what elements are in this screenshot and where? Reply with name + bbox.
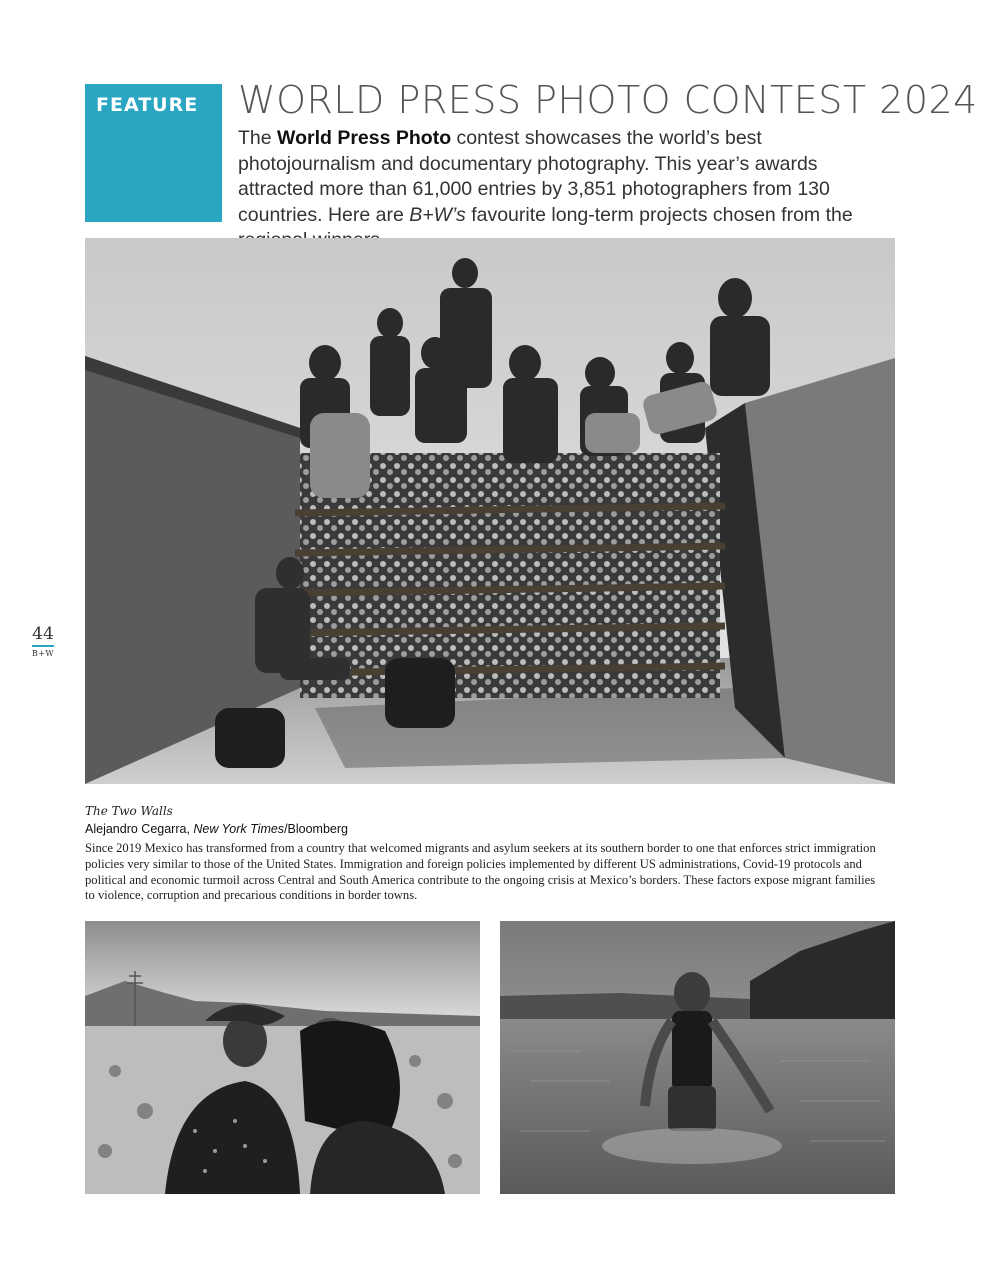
intro-bold: World Press Photo [277,127,452,149]
caption-body: Since 2019 Mexico has transformed from a country that welcomed migrants and asylum seekers at its southern border to one that enforces strict immigration policies very similar to those of the United States. Immigration and foreign policies implemented by different US administrations, Covid-19 protocols and political and economic turmoil across Central and South America contribute to the ongoing crisis at Mexico’s borders. These factors expose migrant families to violence, corruption and precarious conditions in border towns. [85,841,876,903]
magazine-name: B+W [31,649,55,658]
caption-credit [85,822,348,836]
page-number-block [30,624,56,658]
photo-desert-couple [85,921,480,1194]
main-photo [85,238,895,784]
credit-agency: /Bloomberg [284,822,348,836]
feature-label: FEATURE [96,94,199,116]
page-number: 44 [32,624,54,644]
feature-label-box [85,84,222,222]
page-number-rule [32,645,54,647]
intro-suffix: favourite long-term projects chosen from the [471,203,853,226]
intro-mid: contest showcases the world’s best photojournalism and documentary photography. This year’s awards attracted more than 61,000 entries by 3,851 photographers from 130 countries. Here are [238,127,830,226]
intro-italic: B+W’s [409,203,466,226]
credit-outlet: New York Times [193,822,285,836]
page-title: WORLD PRESS PHOTO CONTEST 2024 [238,78,978,122]
intro-prefix: The [238,127,278,149]
credit-name: Alejandro Cegarra, [85,822,194,836]
caption-title: The Two Walls [85,804,173,818]
photo-river-man [500,921,895,1194]
intro-paragraph [238,126,898,254]
